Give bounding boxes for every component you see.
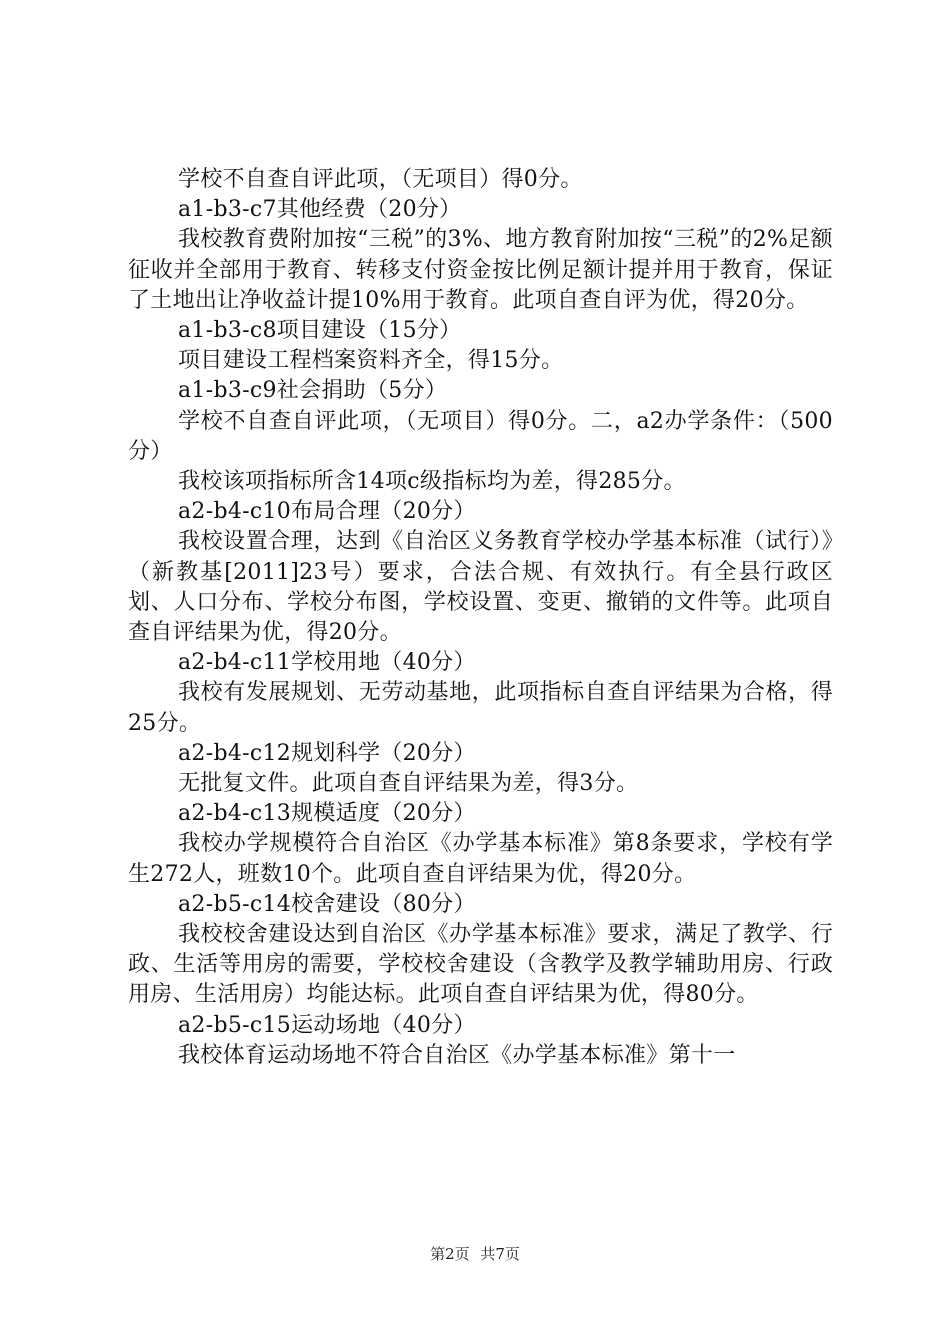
paragraph: 我校设置合理，达到《自治区义务教育学校办学基本标准（试行）》（新教基[2011]23号）要求，合法合规、有效执行。有全县行政区划、人口分布、学校分布图，学校设置、变更、撤销的文件等。此项自查自评结果为优，得20分。 — [128, 529, 833, 646]
section-heading: a2-b4-c10布局合理（20分） — [178, 499, 476, 525]
paragraph: 我校体育运动场地不符合自治区《办学基本标准》第十一 — [178, 1042, 736, 1068]
paragraph: 我校教育费附加按“三税”的3%、地方教育附加按“三税”的2%足额征收并全部用于教育、转移支付资金按比例足额计提并用于教育，保证了土地出让净收益计提10%用于教育。此项自查自评为优，得20分。 — [128, 227, 833, 313]
paragraph: 学校不自查自评此项，（无项目）得0分。 — [178, 167, 583, 192]
page-number: 第2页 — [430, 1245, 470, 1263]
section-heading: a1-b3-c9社会捐助（5分） — [178, 378, 448, 404]
paragraph: 无批复文件。此项自查自评结果为差，得3分。 — [178, 771, 639, 797]
page-footer — [0, 1244, 950, 1264]
paragraph: 我校办学规模符合自治区《办学基本标准》第8条要求，学校有学生272人，班数10个。此项自查自评结果为优，得20分。 — [128, 831, 833, 887]
section-heading: a2-b5-c15运动场地（40分） — [178, 1012, 476, 1038]
section-heading: a2-b4-c11学校用地（40分） — [178, 650, 476, 676]
paragraph: 学校不自查自评此项，（无项目）得0分。二，a2办学条件：（500分） — [128, 408, 833, 464]
section-heading: a1-b3-c8项目建设（15分） — [178, 318, 462, 344]
document-body — [128, 165, 833, 1071]
section-heading: a2-b4-c12规划科学（20分） — [178, 740, 476, 766]
section-heading: a1-b3-c7其他经费（20分） — [178, 197, 462, 223]
section-heading: a2-b5-c14校舍建设（80分） — [178, 891, 476, 917]
paragraph: 我校该项指标所含14项c级指标均为差，得285分。 — [178, 469, 686, 495]
paragraph: 我校校舍建设达到自治区《办学基本标准》要求，满足了教学、行政、生活等用房的需要，学校校舍建设（含教学及教学辅助用房、行政用房、生活用房）均能达标。此项自查自评结果为优，得80分。 — [128, 922, 833, 1008]
page-total: 共7页 — [480, 1245, 520, 1263]
paragraph: 我校有发展规划、无劳动基地，此项指标自查自评结果为合格，得25分。 — [128, 680, 833, 736]
section-heading: a2-b4-c13规模适度（20分） — [178, 801, 476, 827]
paragraph: 项目建设工程档案资料齐全，得15分。 — [178, 348, 564, 374]
